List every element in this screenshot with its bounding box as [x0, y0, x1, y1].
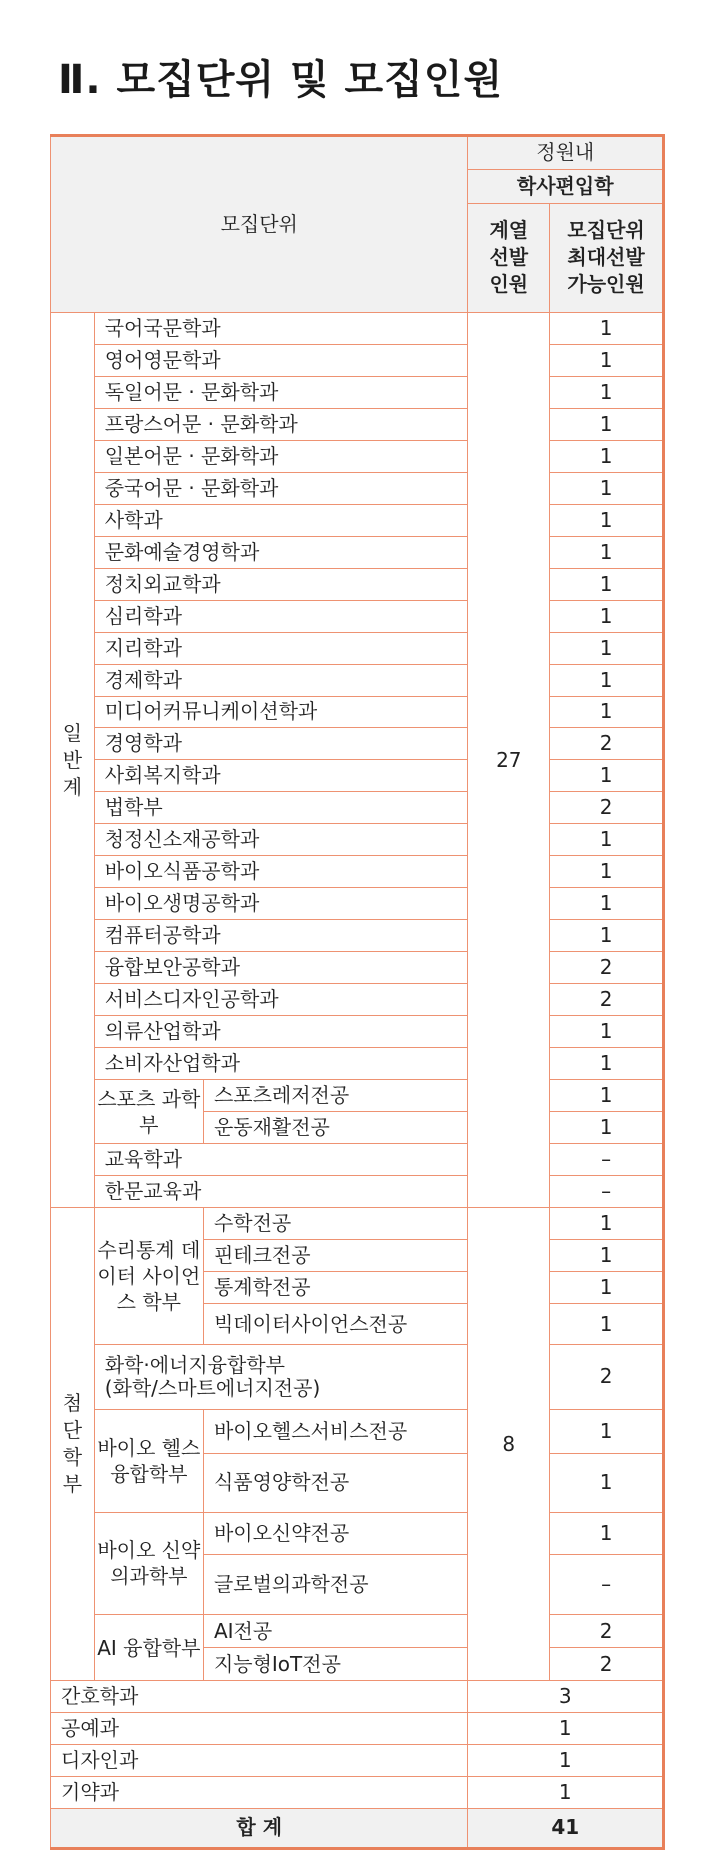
major-max-quota: 1 [550, 1272, 664, 1304]
dept-max-quota: 2 [550, 984, 664, 1016]
dept-name: 바이오생명공학과 [94, 888, 468, 920]
dept-max-quota: 1 [550, 568, 664, 600]
table-row [51, 440, 664, 472]
dept-name: 서비스디자인공학과 [94, 984, 468, 1016]
major-name: 운동재활전공 [203, 1112, 468, 1144]
recruitment-table [50, 134, 665, 1850]
dept-max-quota: 1 [550, 344, 664, 376]
series-label-char: 학 [62, 1445, 83, 1470]
dept-max-quota: 1 [550, 312, 664, 344]
biohealth-group: 바이오 헬스 융합학부 [94, 1409, 203, 1512]
table-row [51, 888, 664, 920]
dept-name: 정치외교학과 [94, 568, 468, 600]
table-row [51, 856, 664, 888]
dept-name: 융합보안공학과 [94, 952, 468, 984]
dept-name: 의류산업학과 [94, 1016, 468, 1048]
dept-name: 경제학과 [94, 664, 468, 696]
dept-max-quota: 1 [550, 472, 664, 504]
table-row [51, 312, 664, 344]
table-row [51, 1712, 664, 1744]
dept-max-quota: 2 [550, 952, 664, 984]
dept-max-quota: 1 [550, 408, 664, 440]
dept-max-quota: 1 [550, 856, 664, 888]
major-name: 글로벌의과학전공 [203, 1554, 468, 1615]
table-row [51, 376, 664, 408]
header-line: 최대선발 [567, 245, 645, 270]
series-label-char: 단 [62, 1418, 83, 1443]
dept-max-quota: 1 [550, 696, 664, 728]
dept-max-quota: 2 [550, 728, 664, 760]
dept-name: 중국어문 · 문화학과 [94, 472, 468, 504]
dept-name: 디자인과 [51, 1744, 468, 1776]
major-name: 지능형IoT전공 [203, 1648, 468, 1681]
table-row [51, 824, 664, 856]
table-row [51, 664, 664, 696]
dept-name: 교육학과 [94, 1144, 468, 1176]
total-label: 합 계 [51, 1808, 468, 1848]
table-row [51, 136, 664, 170]
dept-name: 소비자산업학과 [94, 1048, 468, 1080]
major-name: 바이오신약전공 [203, 1512, 468, 1554]
major-name: 수학전공 [203, 1208, 468, 1240]
ai-group: AI 융합학부 [94, 1615, 203, 1680]
major-name: 빅데이터사이언스전공 [203, 1304, 468, 1345]
table-row [51, 504, 664, 536]
dept-max-quota: – [550, 1176, 664, 1208]
dept-name: 청정신소재공학과 [94, 824, 468, 856]
table-row [51, 1409, 664, 1454]
biopharma-group: 바이오 신약 의과학부 [94, 1512, 203, 1615]
table-row [51, 1615, 664, 1648]
header-unit: 모집단위 [51, 136, 468, 313]
dept-max-quota: 1 [550, 440, 664, 472]
dept-name: 법학부 [94, 792, 468, 824]
dept-max-quota: 1 [550, 376, 664, 408]
dept-name: 바이오식품공학과 [94, 856, 468, 888]
major-max-quota: 1 [550, 1208, 664, 1240]
dept-max-quota: 1 [550, 536, 664, 568]
dept-max-quota: 1 [550, 600, 664, 632]
table-row [51, 696, 664, 728]
dept-name: 독일어문 · 문화학과 [94, 376, 468, 408]
dept-quota: 1 [468, 1744, 664, 1776]
dept-max-quota: 1 [550, 664, 664, 696]
table-row [51, 760, 664, 792]
series-label-char: 부 [62, 1472, 83, 1497]
dept-max-quota: 1 [550, 1016, 664, 1048]
major-max-quota: 2 [550, 1615, 664, 1648]
chem-dept-line: 화학·에너지융합학부 [104, 1352, 285, 1377]
table-row [51, 1048, 664, 1080]
table-row [51, 920, 664, 952]
major-name: 스포츠레저전공 [203, 1080, 468, 1112]
header-line: 인원 [489, 272, 529, 297]
dept-max-quota: 1 [550, 632, 664, 664]
major-name: 통계학전공 [203, 1272, 468, 1304]
dept-name: 미디어커뮤니케이션학과 [94, 696, 468, 728]
header-quota-in: 정원내 [468, 136, 664, 170]
major-max-quota: 1 [550, 1112, 664, 1144]
header-line: 모집단위 [567, 218, 645, 243]
sports-group: 스포츠 과학부 [94, 1080, 203, 1144]
major-name: 핀테크전공 [203, 1240, 468, 1272]
header-line: 가능인원 [567, 272, 645, 297]
dept-name: 문화예술경영학과 [94, 536, 468, 568]
table-row [51, 1144, 664, 1176]
table-row [51, 1512, 664, 1554]
dept-max-quota: 1 [550, 824, 664, 856]
table-row [51, 472, 664, 504]
chem-dept-line: (화학/스마트에너지전공) [104, 1375, 321, 1400]
major-max-quota: 1 [550, 1409, 664, 1454]
table-row [51, 536, 664, 568]
header-bachelor-transfer: 학사편입학 [468, 169, 664, 203]
major-name: AI전공 [203, 1615, 468, 1648]
table-body [51, 136, 664, 1849]
header-series-quota [468, 203, 550, 312]
table-row [51, 568, 664, 600]
dept-name: 사회복지학과 [94, 760, 468, 792]
dept-max-quota: 2 [550, 1345, 664, 1409]
dept-name: 심리학과 [94, 600, 468, 632]
table-row [51, 1776, 664, 1808]
dept-max-quota: 1 [550, 1048, 664, 1080]
major-max-quota: 1 [550, 1512, 664, 1554]
series-label-char: 일 [62, 720, 83, 745]
header-max-quota [550, 203, 664, 312]
dept-quota: 1 [468, 1712, 664, 1744]
total-value: 41 [468, 1808, 664, 1848]
dept-name: 간호학과 [51, 1680, 468, 1712]
table-row [51, 1208, 664, 1240]
table-row [51, 1345, 664, 1409]
header-line: 계열 [489, 218, 529, 243]
major-name: 식품영양학전공 [203, 1454, 468, 1512]
major-max-quota: 2 [550, 1648, 664, 1681]
table-row [51, 600, 664, 632]
page-title: Ⅱ. 모집단위 및 모집인원 [58, 57, 504, 103]
dept-quota: 1 [468, 1776, 664, 1808]
advanced-series-label [51, 1208, 95, 1681]
dept-name: 사학과 [94, 504, 468, 536]
header-line: 선발 [489, 245, 529, 270]
advanced-series-total: 8 [468, 1208, 550, 1681]
dept-quota: 3 [468, 1680, 664, 1712]
series-label-char: 첨 [62, 1391, 83, 1416]
major-name: 바이오헬스서비스전공 [203, 1409, 468, 1454]
major-max-quota: 1 [550, 1304, 664, 1345]
table-row [51, 952, 664, 984]
table-row [51, 792, 664, 824]
chem-dept-name [94, 1345, 468, 1409]
dept-name: 지리학과 [94, 632, 468, 664]
series-label-char: 계 [62, 774, 83, 799]
dept-name: 프랑스어문 · 문화학과 [94, 408, 468, 440]
table-row [51, 1744, 664, 1776]
major-max-quota: – [550, 1554, 664, 1615]
dept-name: 경영학과 [94, 728, 468, 760]
table-row [51, 408, 664, 440]
table-row [51, 1176, 664, 1208]
table-row [51, 344, 664, 376]
dept-name: 한문교육과 [94, 1176, 468, 1208]
general-series-label [51, 312, 95, 1207]
major-max-quota: 1 [550, 1240, 664, 1272]
dept-name: 영어영문학과 [94, 344, 468, 376]
table-row [51, 984, 664, 1016]
dept-max-quota: 1 [550, 888, 664, 920]
dept-name: 국어국문학과 [94, 312, 468, 344]
dept-max-quota: 1 [550, 920, 664, 952]
table-row [51, 1680, 664, 1712]
dept-name: 일본어문 · 문화학과 [94, 440, 468, 472]
major-max-quota: 1 [550, 1080, 664, 1112]
table-row [51, 728, 664, 760]
table-row [51, 632, 664, 664]
dept-max-quota: 1 [550, 760, 664, 792]
dept-name: 기약과 [51, 1776, 468, 1808]
dept-max-quota: 1 [550, 504, 664, 536]
table-row [51, 1016, 664, 1048]
table-row [51, 1080, 664, 1112]
table-row [51, 1808, 664, 1848]
general-series-total: 27 [468, 312, 550, 1207]
dept-name: 공예과 [51, 1712, 468, 1744]
series-label-char: 반 [62, 747, 83, 772]
major-max-quota: 1 [550, 1454, 664, 1512]
math-group: 수리통계 데이터 사이언스 학부 [94, 1208, 203, 1345]
dept-max-quota: – [550, 1144, 664, 1176]
dept-max-quota: 2 [550, 792, 664, 824]
dept-name: 컴퓨터공학과 [94, 920, 468, 952]
